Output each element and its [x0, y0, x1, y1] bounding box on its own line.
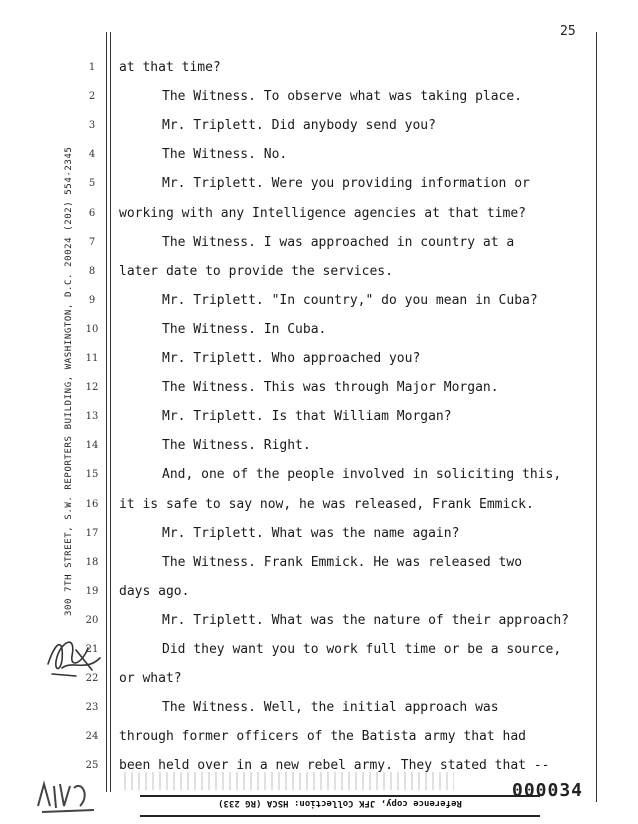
line-number: 12 [85, 382, 99, 394]
line-text: The Witness. Frank Emmick. He was released two [162, 554, 523, 570]
line-number: 15 [85, 469, 99, 481]
line-text: days ago. [119, 583, 190, 599]
transcript-line [0, 469, 600, 498]
line-number: 2 [88, 91, 96, 103]
line-text: it is safe to say now, he was released, Frank Emmick. [119, 496, 534, 512]
line-number: 24 [85, 731, 99, 743]
line-number: 3 [88, 120, 96, 132]
line-text: The Witness. This was through Major Morgan. [162, 380, 499, 396]
line-number: 11 [85, 353, 99, 364]
reporter-address-margin-text: 300 7TH STREET, S.W. REPORTERS BUILDING, WASHINGTON, D.C. 20024 (202) 554-2345 [64, 146, 74, 616]
transcript-line [0, 205, 600, 237]
line-number: 22 [85, 673, 99, 685]
handwritten-initials-icon [42, 630, 112, 680]
line-number: 6 [88, 207, 96, 219]
line-text: through former officers of the Batista army that had [119, 729, 526, 745]
line-text: The Witness. Right. [162, 438, 311, 454]
transcript-line [0, 554, 600, 586]
line-number: 19 [85, 585, 99, 597]
line-number: 10 [85, 323, 99, 335]
line-number: 9 [88, 294, 96, 306]
line-text: Mr. Triplett. Did anybody send you? [162, 118, 436, 134]
transcript-line [0, 62, 600, 91]
line-number: 8 [88, 265, 96, 277]
document-footer [100, 770, 620, 820]
line-number: 14 [85, 440, 99, 452]
reference-copy-text: Reference copy, JFK Collection: HSCA (RG 233) [218, 798, 462, 808]
transcript-line [0, 234, 600, 266]
line-text: at that time? [119, 60, 221, 75]
line-number: 4 [88, 149, 96, 161]
transcript-line [0, 263, 600, 295]
transcript-line [0, 525, 600, 557]
line-number: 1 [88, 62, 96, 73]
line-text: or what? [119, 671, 182, 687]
line-text: later date to provide the services. [119, 263, 393, 279]
line-number: 23 [85, 702, 99, 714]
line-text: Mr. Triplett. What was the name again? [162, 525, 460, 541]
line-text: Mr. Triplett. Is that William Morgan? [162, 409, 452, 425]
transcript-line [0, 149, 600, 178]
line-text: The Witness. No. [162, 147, 288, 163]
page-number: 25 [560, 24, 576, 39]
transcript-line [0, 731, 600, 760]
transcript-line [0, 292, 600, 324]
line-number: 7 [88, 236, 96, 248]
line-number: 16 [85, 498, 99, 510]
line-text: Mr. Triplett. Were you providing information or [162, 176, 530, 192]
line-number: 21 [85, 644, 99, 655]
line-text: The Witness. Well, the initial approach was [162, 700, 499, 716]
transcript-line [0, 120, 600, 149]
transcript-line [0, 321, 600, 353]
line-text: Mr. Triplett. "In country," do you mean in Cuba? [162, 292, 538, 308]
transcript-line [0, 178, 600, 207]
line-text: The Witness. In Cuba. [162, 321, 327, 337]
transcript-line [0, 411, 600, 440]
line-text: The Witness. I was approached in country at a [162, 234, 515, 250]
transcript-line [0, 353, 600, 382]
line-text: Did they want you to work full time or be a source, [162, 642, 562, 657]
line-text: Mr. Triplett. Who approached you? [162, 351, 421, 366]
line-number: 18 [85, 556, 99, 568]
transcript-line [0, 583, 600, 615]
transcript-line [0, 91, 600, 120]
transcript-line [0, 496, 600, 528]
line-text: The Witness. To observe what was taking place. [162, 89, 523, 105]
line-number: 13 [85, 411, 99, 423]
stamp-mark-icon [34, 776, 104, 816]
line-number: 17 [85, 527, 99, 539]
line-text: been held over in a new rebel army. They stated that -- [119, 758, 550, 774]
reference-stamp [140, 795, 540, 817]
document-number: 000034 [512, 780, 584, 801]
scan-noise [124, 772, 454, 790]
line-text: And, one of the people involved in soliciting this, [162, 467, 562, 483]
transcript-line [0, 702, 600, 731]
transcript-line [0, 382, 600, 411]
line-number: 25 [85, 760, 99, 772]
line-text: Mr. Triplett. What was the nature of their approach? [162, 612, 569, 628]
line-text: working with any Intelligence agencies at that time? [119, 205, 526, 221]
line-number: 5 [88, 178, 96, 190]
line-number: 20 [85, 614, 99, 626]
transcript-line [0, 440, 600, 469]
